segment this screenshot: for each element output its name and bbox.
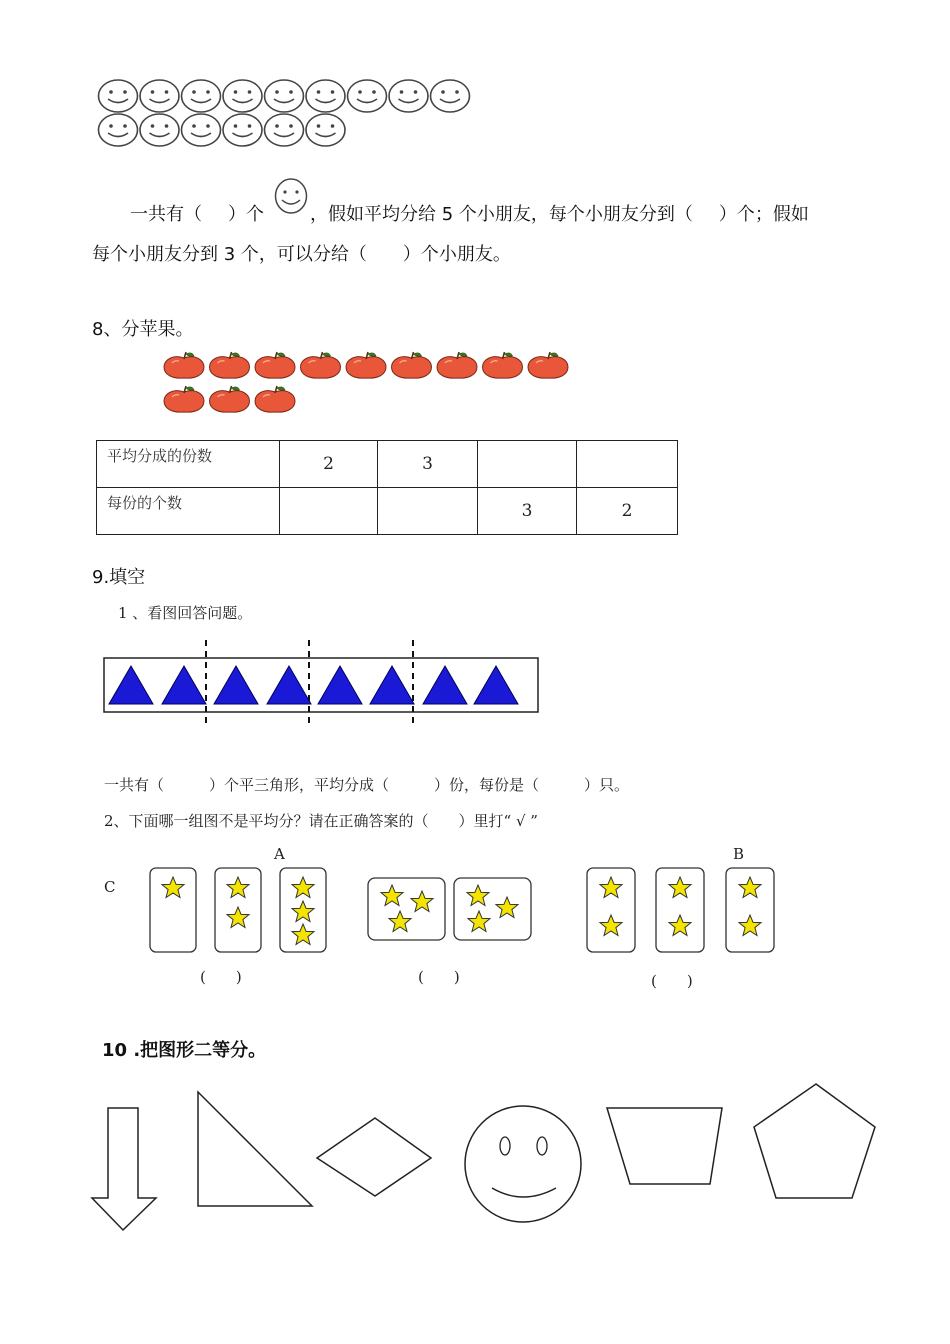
table-row-header: 平均分成的份数 (97, 441, 280, 488)
apple-icon (210, 386, 250, 412)
table-row (97, 441, 678, 488)
table-cell[interactable]: 3 (378, 441, 478, 488)
table-cell[interactable] (478, 441, 577, 488)
apple-icon (346, 352, 386, 378)
rhombus-shape (317, 1118, 431, 1196)
trapezoid-shape (607, 1108, 722, 1184)
q7-line1-rest (310, 200, 809, 226)
q9-sub2: 2、下面哪一组图不是平均分？请在正确答案的（ ）里打“ √ ” (104, 812, 538, 830)
table-cell[interactable] (378, 488, 478, 535)
apple-icon (210, 352, 250, 378)
smile-icon (265, 114, 304, 146)
smile-icon (223, 114, 262, 146)
smile-icon (389, 80, 428, 112)
apple-icon (301, 352, 341, 378)
q9-title: 9.填空 (92, 567, 146, 588)
answer-paren-c[interactable]: ( ) (200, 968, 242, 986)
smile-icon (223, 80, 262, 112)
apple-icon (164, 352, 204, 378)
apple-table (96, 440, 678, 535)
apple-icon (392, 352, 432, 378)
star-cards (140, 860, 790, 960)
apple-icon (255, 386, 295, 412)
table-cell[interactable]: 2 (280, 441, 378, 488)
q7-line2: 每个小朋友分到 3 个，可以分给（ ）个小朋友。 (92, 244, 511, 265)
apple-group (160, 348, 570, 416)
label-c: C (104, 878, 116, 896)
table-row-header: 每份的个数 (97, 488, 280, 535)
smile-icon (182, 114, 221, 146)
arrow-shape (92, 1108, 156, 1230)
apple-icon (255, 352, 295, 378)
answer-paren-b[interactable]: ( ) (651, 972, 693, 990)
table-cell[interactable]: 2 (577, 488, 678, 535)
q9-sub1: 1 、看图回答问题。 (118, 604, 253, 622)
apple-icon (164, 386, 204, 412)
table-cell[interactable] (280, 488, 378, 535)
answer-paren-a[interactable]: ( ) (418, 968, 460, 986)
q7-text-d: ）个；假如 (718, 204, 809, 225)
smiley-group (95, 76, 485, 152)
q7-text-b: ）个 (228, 204, 264, 225)
label-b: B (733, 845, 745, 863)
smile-icon (348, 80, 387, 112)
smile-icon (431, 80, 470, 112)
q10-title: 10 .把图形二等分。 (102, 1040, 267, 1061)
smiley-face-shape (465, 1106, 581, 1222)
smile-icon (140, 114, 179, 146)
triangle-strip (100, 638, 542, 728)
smile-icon (265, 80, 304, 112)
table-cell[interactable] (577, 441, 678, 488)
smile-icon (99, 114, 138, 146)
pentagon-shape (754, 1084, 875, 1198)
q7-text-a: 一共有（ (130, 204, 202, 225)
apple-icon (528, 352, 568, 378)
table-cell[interactable]: 3 (478, 488, 577, 535)
q7-text-c: ，假如平均分给 5 个小朋友，每个小朋友分到（ (310, 204, 693, 225)
smile-icon (182, 80, 221, 112)
apple-icon (437, 352, 477, 378)
table-row (97, 488, 678, 535)
smiley-icon (274, 178, 308, 216)
q7-line1 (130, 200, 264, 226)
q8-title: 8、分苹果。 (92, 319, 194, 340)
apple-icon (483, 352, 523, 378)
smile-icon (306, 114, 345, 146)
label-a: A (274, 845, 285, 863)
q9-fill-line: 一共有（ ）个平三角形，平均分成（ ）份，每份是（ ）只。 (104, 776, 630, 794)
smile-icon (99, 80, 138, 112)
smile-icon (140, 80, 179, 112)
triangle-shape (198, 1092, 312, 1206)
shapes-row (90, 1080, 890, 1240)
smile-icon (306, 80, 345, 112)
